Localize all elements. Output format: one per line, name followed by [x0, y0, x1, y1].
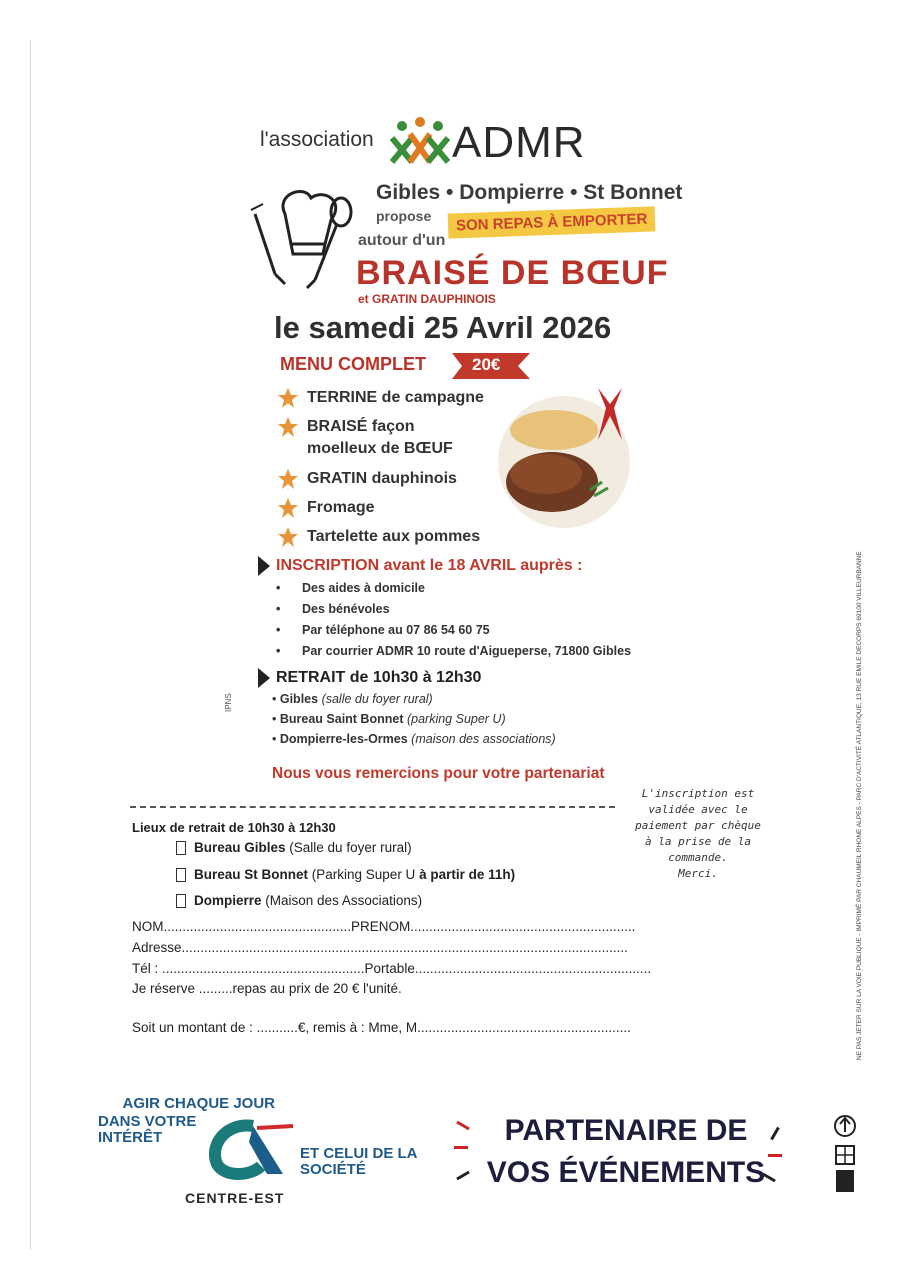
- menu-item: GRATIN dauphinois: [277, 468, 457, 490]
- recycle-icon: [830, 1112, 860, 1196]
- pickup-option-gibles[interactable]: Bureau Gibles (Salle du foyer rural): [176, 840, 412, 855]
- bank-slogan: AGIR CHAQUE JOUR: [122, 1095, 275, 1112]
- autour-label: autour d'un: [358, 232, 446, 249]
- partner-slogan: PARTENAIRE DE VOS ÉVÉNEMENTS: [486, 1114, 766, 1189]
- retrait-title: RETRAIT de 10h30 à 12h30: [258, 668, 481, 688]
- bank-logo-icon: [205, 1118, 295, 1180]
- montant-field[interactable]: Soit un montant de : ...........€, remis à : Mme, M.........................................................: [132, 1020, 631, 1035]
- checkbox[interactable]: [176, 894, 186, 908]
- spark-decoration: [456, 1171, 470, 1181]
- menu-item: Tartelette aux pommes: [277, 526, 480, 548]
- menu-item: Fromage: [277, 497, 375, 519]
- spark-decoration: [768, 1154, 782, 1157]
- menu-label: MENU COMPLET: [280, 354, 426, 374]
- list-item: • Bureau Saint Bonnet (parking Super U): [272, 712, 506, 726]
- checkbox[interactable]: [176, 868, 186, 882]
- ipns-label: IPNS: [224, 693, 233, 712]
- checkbox[interactable]: [176, 841, 186, 855]
- legal-notice: NE PAS JETER SUR LA VOIE PUBLIQUE - IMPRIMÉ PAR CHAUMEIL RHONE ALPES - PARC D'ACTIVITÉ ATLANTIQUE, 13 RUE EMILE DECORPS 69100 VILLEURBANNE: [856, 551, 863, 1060]
- thanks-message: Nous vous remercions pour votre partenariat: [272, 765, 605, 782]
- bank-slogan-2: DANS VOTRE INTÉRÊT: [98, 1113, 197, 1146]
- cut-line: [130, 806, 615, 808]
- dish-side: et GRATIN DAUPHINOIS: [358, 292, 496, 306]
- list-item: • Des bénévoles: [276, 602, 390, 616]
- star-icon: [277, 497, 299, 519]
- inscription-title: INSCRIPTION avant le 18 AVRIL auprès :: [258, 556, 582, 576]
- list-item: • Dompierre-les-Ormes (maison des associations): [272, 732, 556, 746]
- menu-price: 20€: [472, 355, 501, 374]
- inscription-list: [276, 581, 631, 665]
- lieux-title: Lieux de retrait de 10h30 à 12h30: [132, 820, 336, 835]
- dish-title: BRAISÉ DE BŒUF: [356, 254, 669, 292]
- scan-border-left: [30, 40, 31, 1250]
- list-item: • Des aides à domicile: [276, 581, 425, 595]
- star-icon: [277, 526, 299, 548]
- spark-decoration: [454, 1146, 468, 1149]
- arrow-icon: [258, 556, 270, 576]
- list-item: • Par courrier ADMR 10 route d'Aigueperse, 71800 Gibles: [276, 644, 632, 658]
- food-photo: [490, 382, 638, 530]
- propose-label: propose: [376, 208, 432, 224]
- repas-badge: SON REPAS À EMPORTER: [448, 206, 656, 238]
- pickup-option-dompierre[interactable]: Dompierre (Maison des Associations): [176, 893, 422, 908]
- event-date: le samedi 25 Avril 2026: [274, 310, 612, 345]
- adresse-field[interactable]: Adresse.......................................................................................................................: [132, 940, 628, 955]
- star-icon: [277, 387, 299, 409]
- payment-note: L'inscription est validée avec le paiement par chèque à la prise de la commande. Merci.: [635, 787, 761, 880]
- bank-region: CENTRE-EST: [185, 1190, 285, 1206]
- bank-slogan-3: ET CELUI DE LA SOCIÉTÉ: [300, 1145, 418, 1178]
- list-item: • Par téléphone au 07 86 54 60 75: [276, 623, 490, 637]
- spark-decoration: [770, 1127, 780, 1141]
- admr-logo-icon: [390, 116, 450, 168]
- list-item: • Gibles (salle du foyer rural): [272, 692, 433, 706]
- admr-brand: ADMR: [452, 118, 586, 167]
- spark-decoration: [456, 1121, 470, 1131]
- association-prefix: l'association: [260, 128, 374, 151]
- arrow-icon: [258, 668, 270, 688]
- retrait-list: [272, 692, 556, 752]
- nom-prenom-field[interactable]: NOM..................................................PRENOM............................................................: [132, 919, 636, 934]
- chef-hat-icon: [245, 184, 357, 296]
- pickup-option-st-bonnet[interactable]: Bureau St Bonnet (Parking Super U à partir de 11h): [176, 867, 515, 882]
- menu-item: TERRINE de campagne: [277, 387, 484, 409]
- menu-item: BRAISÉ façon: [277, 416, 415, 438]
- star-icon: [277, 416, 299, 438]
- reservation-field[interactable]: Je réserve .........repas au prix de 20 € l'unité.: [132, 981, 402, 996]
- towns: Gibles • Dompierre • St Bonnet: [376, 181, 683, 204]
- menu-item: moelleux de BŒUF: [307, 440, 453, 457]
- telephone-field[interactable]: Tél : ......................................................Portable...............................................................: [132, 961, 652, 976]
- star-icon: [277, 468, 299, 490]
